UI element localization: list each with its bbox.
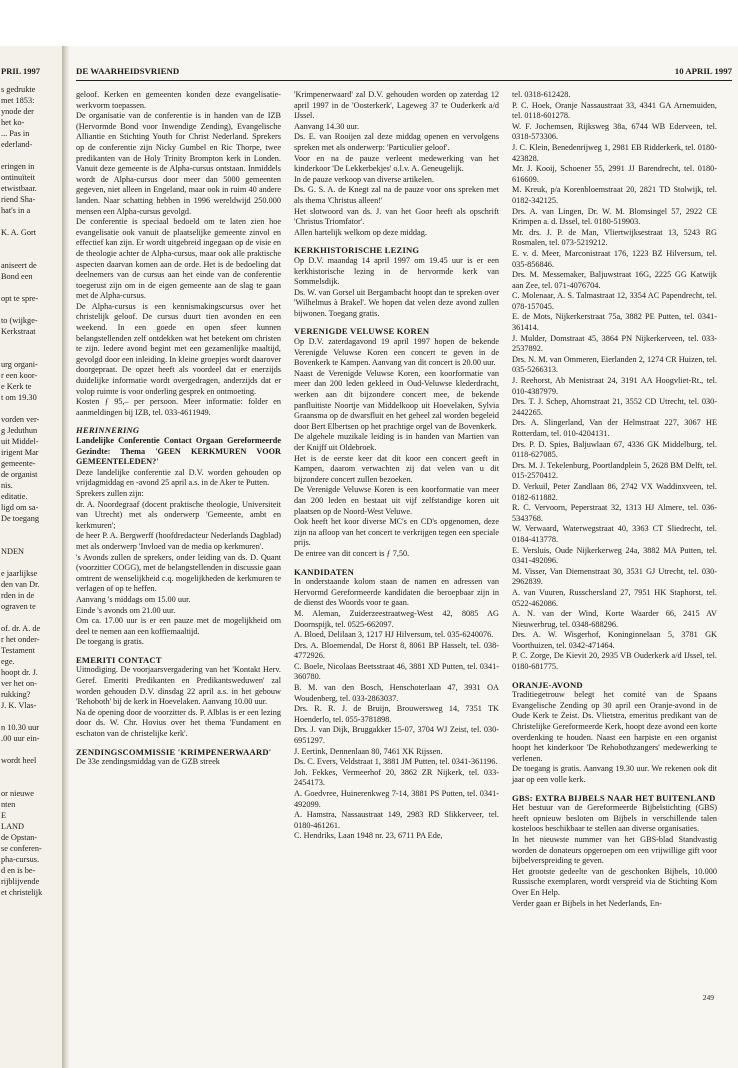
left-page-line: etwistbaar. <box>1 184 37 193</box>
heading-zendingscommissie: ZENDINGSCOMMISSIE 'KRIMPENERWAARD' <box>76 746 272 757</box>
heading-emeriti-contact: EMERITI CONTACT <box>76 654 162 665</box>
paragraph: Het slotwoord van ds. J. van het Goor heeft als opschrift 'Christus Triomfator'. <box>294 206 499 227</box>
left-page-line: de organist <box>1 470 38 479</box>
paragraph: Ds. W. van Gorsel uit Bergambacht hoopt dan te spreken over 'Wilhelmus à Brakel'. We hopen dat velen deze avond zullen bijwonen. Toegang gratis. <box>294 287 499 318</box>
left-page-line: eringen in <box>1 162 35 171</box>
left-page-line: het ko- <box>1 118 25 127</box>
paragraph: De Alpha-cursus is een kennismakingscursus over het christelijk geloof. De cursus duurt tien avonden en een weekend. In een goede en open sfeer kunnen belangstellenden zelf ontdekken wat het betekent om christen te zijn. Iedere avond begint met een gezamenlijke maaltijd, gevolgd door een inleiding. In kleine groepjes wordt daarover doorgepraat. De opzet heeft als voordeel dat er enerzijds duidelijke informatie wordt overgedragen, anderzijds dat er volop ruimte is voor onderling gesprek en ontmoeting. <box>76 301 281 396</box>
left-page-line: gemeente- <box>1 459 36 468</box>
paragraph: De 33e zendingsmiddag van de GZB streek <box>76 757 220 767</box>
candidate-entry: Drs. M. Messemaker, Baljuwstraat 16G, 2225 GG Katwijk aan Zee, tel. 071-4076704. <box>512 270 717 290</box>
adjacent-left-page <box>0 46 62 1068</box>
left-page-line: Testament <box>1 646 35 655</box>
left-page-text <box>0 84 62 898</box>
column-1 <box>76 90 281 768</box>
left-page-line: rijblijvende <box>1 877 40 886</box>
paragraph: Om ca. 17.00 uur is er een pauze met de mogelijkheid om deel te nemen aan een koffiemaaltijd. <box>76 616 281 636</box>
page-number: 249 <box>702 993 714 1002</box>
left-page-line: of. dr. A. de <box>1 624 41 633</box>
left-page-line: hat's in a <box>1 206 31 215</box>
candidate-entry: Drs. J. van Dijk, Bruggakker 15-07, 3704 WJ Zeist, tel. 030-6951297. <box>294 725 499 746</box>
left-page-line: J. K. Vlas- <box>1 701 37 710</box>
candidate-entry: A. Bloed, Delilaan 3, 1217 HJ Hilversum, tel. 035-6240076. <box>294 630 494 640</box>
column-2 <box>294 90 499 842</box>
left-page-line: De toegang <box>1 514 40 523</box>
candidate-entry: C. Molenaar, A. S. Talmastraat 12, 3354 AC Papendrecht, tel. 078-157045. <box>512 291 717 311</box>
candidate-entry: E. Versluis, Oude Nijkerkerweg 24a, 3882 MA Putten, tel. 0341-492096. <box>512 545 717 566</box>
left-page-line: K. A. Gort <box>1 228 37 237</box>
candidate-entry: P. C. Hoek, Oranje Nassaustraat 33, 4341 GA Arnemuiden, tel. 0118-601278. <box>512 100 717 121</box>
paragraph: 'Krimpenerwaard' zal D.V. gehouden worden op zaterdag 12 april 1997 in de 'Oosterkerk', Lageweg 37 te Ouderkerk a/d IJssel. <box>294 90 499 121</box>
candidate-entry: Joh. Fekkes, Vermeerhof 20, 3862 ZR Nijkerk, tel. 033-2454173. <box>294 767 499 788</box>
paragraph: In de pauze verkoop van diverse artikelen. <box>294 174 434 184</box>
left-page-line: nten <box>1 800 16 809</box>
paragraph: In onderstaande kolom staan de namen en adressen van Hervormd Gereformeerde kandidaten die beroepbaar zijn in de dienst des Woords voor te gaan. <box>294 577 499 608</box>
candidate-entry: Drs. R. R. J. de Bruijn, Brouwersweg 14, 7351 TK Hoenderlo, tel. 055-3781898. <box>294 704 499 724</box>
left-page-line: editatie. <box>1 492 28 501</box>
candidate-entry: A. Hamstra, Nassaustraat 149, 2983 RD Slikkerveer, tel. 0180-461261. <box>294 810 499 830</box>
left-page-line: s gedrukte <box>1 85 36 94</box>
left-page-line: t om 19.30 <box>1 393 37 402</box>
candidate-entry: M. Aleman, Zuiderzeestraatweg-West 42, 8085 AG Doornspijk, tel. 0525-662097. <box>294 608 499 629</box>
left-page-line: d en is be- <box>1 866 36 875</box>
candidate-entry: Drs. A. van Lingen, Dr. W. M. Blomsingel 57, 2922 CE Krimpen a. d. IJssel, tel. 0180-519903. <box>512 206 717 227</box>
left-page-line <box>0 348 62 359</box>
left-page-line: e Kerk te <box>1 382 32 391</box>
paragraph: Einde 's avonds om 21.00 uur. <box>76 605 176 615</box>
candidate-entry: C. Hendriks, Laan 1948 nr. 23, 6711 PA Ede, <box>294 831 443 841</box>
left-page-line: ligd om sa- <box>1 503 39 512</box>
candidate-entry: Drs. P. D. Spies, Baljuwlaan 67, 4336 GK Middelburg, tel. 0118-627085. <box>512 439 717 460</box>
left-page-line: LAND <box>1 822 25 831</box>
left-page-line <box>0 249 62 260</box>
candidate-entry: Drs. A. Slingerland, Van der Helmstraat 227, 3067 HE Rotterdam, tel. 010-4204131. <box>512 418 717 438</box>
left-page-line <box>0 238 62 249</box>
paragraph: Ds. E. van Rooijen zal deze middag openen en vervolgens spreken met als onderwerp: 'Particulier geloof'. <box>294 132 499 152</box>
paragraph: Allen hartelijk welkom op deze middag. <box>294 227 427 237</box>
paragraph: De toegang is gratis. Aanvang 19.30 uur. We rekenen ook dit jaar op een volle kerk. <box>512 764 717 784</box>
page-fold <box>62 46 70 1068</box>
left-page-line: pha-cursus. <box>1 855 40 864</box>
left-page-line: uit Middel- <box>1 437 39 446</box>
candidate-entry: P. C. Zorge, De Kievit 20, 2935 VB Ouderkerk a/d IJssel, tel. 0180-681775. <box>512 651 717 672</box>
paragraph: Kosten ƒ 95,– per persoon. Meer informatie: folder en aanmeldingen bij IZB, tel. 033-4611949. <box>76 397 281 417</box>
left-page-line: r het onder- <box>1 635 40 644</box>
paragraph: Uitnodiging. De voorjaarsvergadering van het 'Kontakt Herv. Geref. Emeriti Predikanten en Predikantsweduwen' zal worden gehouden D.V. dinsdag 22 april a.s. in het gebouw 'Rehoboth' bij de kerk in Hoevelaken. Aanvang 10.00 uur. <box>76 665 281 707</box>
left-page-line: ynode der <box>1 107 34 116</box>
left-page-line: .00 uur ein- <box>1 734 40 743</box>
left-page-line: ... Pas in <box>1 129 30 138</box>
left-page-line: n 10.30 uur <box>1 723 40 732</box>
left-page-line: ederland- <box>1 140 33 149</box>
candidate-entry: tel. 0318-612428. <box>512 90 571 99</box>
paragraph: De entree van dit concert is ƒ 7,50. <box>294 548 410 558</box>
paragraph: de heer P. A. Bergwerff (hoofdredacteur Nederlands Dagblad) met als onderwerp 'Invloed van de media op kerkmuren'. <box>76 531 281 551</box>
left-page-line: vorden ver- <box>1 415 40 424</box>
candidate-entry: Drs. M. J. Tekelenburg, Poortlandplein 5, 2628 BM Delft, tel. 015-2570412. <box>512 460 717 481</box>
candidate-entry: W. F. Jochemsen, Rijksweg 38a, 6744 WB Ederveen, tel. 0318-573306. <box>512 121 717 142</box>
candidate-entry: A. van Vuuren, Russchersland 27, 7951 HK Staphorst, tel. 0522-462086. <box>512 587 717 608</box>
candidate-entry: B. M. van den Bosch, Henschoterlaan 47, 3931 OA Woudenberg, tel. 033-2863037. <box>294 683 499 703</box>
left-page-line: met 1853: <box>1 96 35 105</box>
left-page-line: Bond een <box>1 272 33 281</box>
candidate-entry: Drs. N. M. van Ommeren, Eierlanden 2, 1274 CR Huizen, tel. 035-5266313. <box>512 354 717 375</box>
candidate-entry: W. Verwaard, Waterwegstraat 40, 3363 CT Sliedrecht, tel. 0184-413778. <box>512 524 717 544</box>
paragraph: Ook heeft het koor diverse MC's en CD's opgenomen, deze zijn na afloop van het concert te verkrijgen tegen een speciale prijs. <box>294 517 499 548</box>
left-page-line: rukking? <box>1 690 31 699</box>
left-page-line: aniseert de <box>1 261 37 270</box>
paragraph: 's Avonds zullen de sprekers, onder leiding van ds. D. Quant (voorzitter COGG), met de belangstellenden in discussie gaan omtrent de wenselijkheid c.q. mogelijkheden de kerkmuren te verlagen of op te heffen. <box>76 552 281 594</box>
heading-kandidaten: KANDIDATEN <box>294 566 355 577</box>
left-page-line: ontinuïteit <box>1 173 36 182</box>
paragraph: Aanvang 's middags om 15.00 uur. <box>76 594 191 604</box>
paragraph: Naast de Verenigde Veluwse Koren, een koorformatie van meer dan 200 leden gekleed in Oud-Veluwse klederdracht, werken aan dit bijzondere concert mee, de bekende panfluitiste Noortje van Middelkoop uit Hoevelaken, Sylvia Graansma op de dwarsfluit en het geheel zal worden begeleid door Bert Elbertsen op het prachtige orgel van de Bovenkerk. <box>294 368 499 431</box>
left-page-line <box>0 216 62 227</box>
paragraph: geloof. Kerken en gemeenten konden deze evangelisatie-werkvorm toepassen. <box>76 90 281 110</box>
candidate-entry: E. de Mots, Nijkerkerstraat 75a, 3882 PE Putten, tel. 0341-361414. <box>512 312 717 333</box>
left-page-line: urg organi- <box>1 360 38 369</box>
column-3 <box>512 90 717 909</box>
paragraph: De organisatie van de conferentie is in handen van de IZB (Hervormde Bond voor Inwendige Zending), Evangelische Alliantie en Stichting Youth for Christ Nederland. Sprekers op de conferentie zijn Nicky Gumbel en Ric Thorpe, twee predikanten van de Holy Trinity Brompton kerk in Londen. Vanuit deze gemeente is de Alpha-cursus ontstaan. Inmiddels wordt de Alpha-cursus door meer dan 5000 gemeenten gegeven, niet alleen in Engeland, maar ook in ruim 40 andere landen. Naar schatting hebben in 1996 wereldwijd 250.000 mensen een Alpha-cursus gevolgd. <box>76 111 281 216</box>
heading-verenigde-veluwse-koren: VERENIGDE VELUWSE KOREN <box>294 326 430 337</box>
paragraph: Aanvang 14.30 uur. <box>294 121 360 131</box>
left-page-line: E <box>1 811 7 820</box>
left-page-line: e jaarlijkse <box>1 569 38 578</box>
candidate-entry: C. Boele, Nicolaas Beetsstraat 46, 3881 XD Putten, tel. 0341-360780. <box>294 661 499 682</box>
left-page-line <box>0 304 62 315</box>
issue-date: 10 APRIL 1997 <box>674 66 732 76</box>
left-page-line <box>0 524 62 535</box>
left-page-line: ege. <box>1 657 15 666</box>
paragraph: Verder gaan er Bijbels in het Nederlands, En- <box>512 898 662 908</box>
paragraph: De conferentie is speciaal bedoeld om te laten zien hoe evangelisatie ook vanuit de plaatselijke gemeente zinvol en effectief kan zijn. Er wordt uitgebreid ingegaan op de visie en de theologie achter de Alpha-cursus, maar ook alle praktische aspecten daarvan komen aan de orde. Het is de bedoeling dat deelnemers van de cursus aan het einde van de conferentie toegerust zijn om in de eigen gemeente aan de slag te gaan met de Alpha-cursus. <box>76 217 281 301</box>
left-page-line: wordt heel <box>1 756 37 765</box>
candidate-entry: Mr. J. Kooij, Schoener 55, 2991 JJ Barendrecht, tel. 0180-616609. <box>512 164 717 184</box>
left-page-line: hoopt dr. J. <box>1 668 38 677</box>
paragraph: Voor en na de pauze verleent medewerking van het kinderkoor 'De Lekkerbekjes' o.l.v. A. Geneugelijk. <box>294 153 499 174</box>
candidate-entry: J. Reehorst, Ab Menistraat 24, 3191 AA Hoogvliet-Rt., tel. 010-4387979. <box>512 376 717 396</box>
candidate-entry: M. Visser, Van Diemenstraat 30, 3531 GJ Utrecht, tel. 030-2962839. <box>512 566 717 587</box>
paragraph: De toegang is gratis. <box>76 637 144 647</box>
left-page-line <box>0 403 62 414</box>
paragraph: Traditiegetrouw belegt het comité van de Spaans Evangelische Zending op 30 april een Oranje-avond in de Oude Kerk te Zeist. Ds. Vlietstra, emeritus predikant van de Christelijke Gereformeerde Kerk, hoopt deze avond een korte overdenking te houden. Naast een harpiste en een organist hoopt het kinderkoor 'De Rehobothzangers' medewerking te verlenen. <box>512 690 717 763</box>
paragraph: In het nieuwste nummer van het GBS-blad Standvastig worden de donateurs opgeroepen om een vrijwillige gift voor bijbelverspreiding te geven. <box>512 834 717 866</box>
paragraph: Het grootste gedeelte van de geschonken Bijbels, 10.000 Russische exemplaren, wordt verspreid via de Stichting Kom Over En Help. <box>512 866 717 897</box>
candidate-entry: Drs. A. W. Wisgerhof, Koninginnelaan 5, 3781 GK Voorthuizen, tel. 0342-471464. <box>512 630 717 650</box>
running-header <box>76 66 732 81</box>
left-page-line: NDEN <box>1 547 25 556</box>
candidate-entry: Drs. A. Bloemendal, De Horst 8, 8061 BP Hasselt, tel. 038-4772926. <box>294 640 499 661</box>
left-page-line <box>0 535 62 546</box>
heading-kerkhistorische-lezing: KERKHISTORISCHE LEZING <box>294 245 420 256</box>
left-page-line: de Opstan- <box>1 833 38 842</box>
left-page-line: riend Sha- <box>1 195 36 204</box>
left-page-line: ver het on- <box>1 679 37 688</box>
left-page-line <box>0 744 62 755</box>
candidate-entry: M. Kreuk, p/a Korenbloemstraat 20, 2821 TD Stolwijk, tel. 0182-342125. <box>512 185 717 205</box>
candidate-entry: E. v. d. Meer, Marconistraat 176, 1223 BZ Hilversum, tel. 035-856846. <box>512 248 717 269</box>
candidate-entry: R. C. Vervoorn, Peperstraat 32, 1313 HJ Almere, tel. 036-5343768. <box>512 503 717 523</box>
left-page-line: irigent Mar <box>1 448 39 457</box>
candidate-entry: A. N. van der Wind, Korte Waarder 66, 2415 AV Nieuwerbrug, tel. 0348-688296. <box>512 609 717 629</box>
candidate-entry: Drs. T. J. Schep, Ahornstraat 21, 3552 CD Utrecht, tel. 030-2442265. <box>512 397 717 417</box>
left-page-line: Kerkstraat <box>1 327 36 336</box>
candidate-entry: J. C. Klein, Benedenrijweg 1, 2981 EB Ridderkerk, tel. 0180-423828. <box>512 142 717 163</box>
paragraph: Het is de eerste keer dat dit koor een concert geeft in Kampen, daarom verwachten zij dat velen van u dit bijzondere concert zullen bezoeken. <box>294 453 499 484</box>
left-page-line: nis. <box>1 481 13 490</box>
left-page-line <box>0 557 62 568</box>
paragraph: Op D.V. zaterdagavond 19 april 1997 hopen de bekende Verenigde Veluwse Koren een concert te geven in de Bovenkerk te Kampen. Aanvang van dit concert is 20.00 uur. <box>294 337 499 368</box>
candidate-entry: A. Goedvree, Huinerenkweg 7-14, 3881 PS Putten, tel. 0341-492099. <box>294 789 499 809</box>
left-page-line <box>0 282 62 293</box>
heading-oranje-avond: ORANJE-AVOND <box>512 679 583 690</box>
left-page-line: r een koor- <box>1 371 38 380</box>
left-page-line: rden in de <box>1 591 35 600</box>
left-page-line: opt te spre- <box>1 294 39 303</box>
paragraph: dr. A. Noordegraaf (docent praktische theologie, Universiteit van Utrecht) met als onderwerp 'Gemeente, ambt en kerkmuren'; <box>76 499 281 530</box>
left-page-line <box>0 150 62 161</box>
candidate-entry: Mr. drs. J. P. de Man, Vliertwijksestraat 13, 5243 RG Rosmalen, tel. 073-5219212. <box>512 227 717 248</box>
paragraph: Op D.V. maandag 14 april 1997 om 19.45 uur is er een kerkhistorische lezing in de hervormde kerk van Sommelsdijk. <box>294 255 499 287</box>
left-page-line <box>0 612 62 623</box>
left-page-line: to (wijkge- <box>1 316 38 325</box>
left-page-line: et christelijk <box>1 888 43 897</box>
candidate-entry: J. Eertink, Dennenlaan 80, 7461 XK Rijssen. <box>294 746 443 756</box>
heading-gbs-extra-bijbels: GBS: EXTRA BIJBELS NAAR HET BUITENLAND <box>512 792 716 803</box>
heading-herinnering: HERINNERING <box>76 425 140 436</box>
magazine-page <box>70 46 738 1068</box>
candidate-entry: D. Verkuil, Peter Zandlaan 86, 2742 VX Waddinxveen, tel. 0182-611882. <box>512 481 717 502</box>
left-page-line: or nieuwe <box>1 789 34 798</box>
left-page-line <box>0 337 62 348</box>
candidate-entry: Ds. C. Evers, Veldstraat 1, 3881 JM Putten, tel. 0341-361196. <box>294 757 498 767</box>
left-page-line <box>0 711 62 722</box>
left-page-line <box>0 766 62 777</box>
left-page-line: g Jeduthun <box>1 426 38 435</box>
paragraph: Na de opening door de voorzitter ds. P. Alblas is er een lezing door ds. W. Chr. Hovius over het thema 'Fundament en eschaton van de christelijke kerk'. <box>76 707 281 739</box>
paragraph: Ds. G. S. A. de Knegt zal na de pauze voor ons spreken met als thema 'Christus alleen!' <box>294 185 499 205</box>
paragraph: De Verenigde Veluwse Koren is een koorformatie van meer dan 200 leden en bestaat uit vijf zelfstandige koren uit plaatsen op de Noord-West Veluwe. <box>294 485 499 516</box>
paragraph: Het bestuur van de Gereformeerde Bijbelstichting (GBS) heeft opnieuw besloten om Bijbels in verschillende talen kosteloos beschikbaar te stellen aan diverse organisaties. <box>512 803 717 834</box>
left-page-line: se conferen- <box>1 844 42 853</box>
candidate-entry: J. Mulder, Domstraat 45, 3864 PN Nijkerkerveen, tel. 033-2537892. <box>512 333 717 354</box>
paragraph: De algehele muzikale leiding is in handen van Martien van der Knijff uit Oldebroek. <box>294 432 499 452</box>
publication-title: DE WAARHEIDSVRIEND <box>76 66 180 76</box>
subheading-landelijke-conferentie: Landelijke Conferentie Contact Orgaan Gereformeerde Gezindte: Thema 'GEEN KERKMUREN VOOR GEMEENTELEDEN?' <box>76 436 281 467</box>
paragraph: Sprekers zullen zijn: <box>76 488 144 498</box>
left-page-line: den van Dr. <box>1 580 40 589</box>
paragraph: Deze landelijke conferentie zal D.V. worden gehouden op vrijdagmiddag en -avond 25 april a.s. in de Aker te Putten. <box>76 467 281 488</box>
left-page-line: ograven te <box>1 602 36 611</box>
left-page-running-head: PRIL 1997 <box>1 66 40 76</box>
left-page-line <box>0 777 62 788</box>
